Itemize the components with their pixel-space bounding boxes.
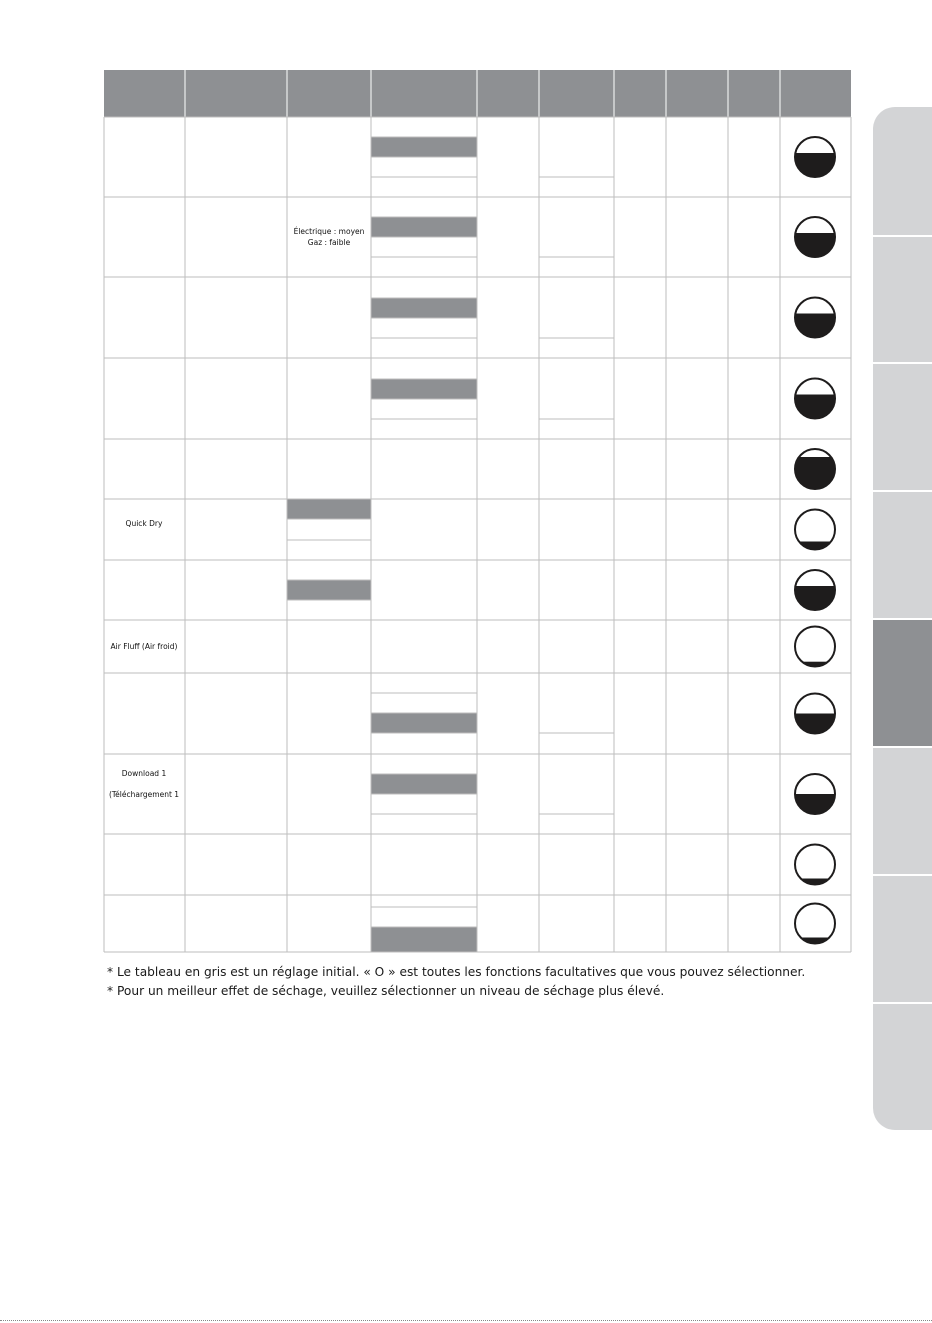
default-setting-cell <box>371 298 477 318</box>
footnote-default-settings: * Le tableau en gris est un réglage initial. « O » est toutes les fonctions facultatives que vous pouvez sélectionner. <box>107 965 806 979</box>
chapter-tab[interactable] <box>873 235 932 362</box>
default-setting-cell <box>371 217 477 237</box>
default-setting-cell <box>371 379 477 399</box>
row-label-download-line2: (Téléchargement 1 <box>108 790 180 799</box>
chapter-tab[interactable] <box>873 746 932 874</box>
chapter-tab[interactable] <box>873 1002 932 1130</box>
dryness-indicator-fill <box>795 714 835 734</box>
row-label-air-fluff: Air Fluff (Air froid) <box>110 642 178 651</box>
dryness-indicator-fill <box>795 395 835 419</box>
chapter-tab-active[interactable] <box>873 618 932 746</box>
default-setting-cell <box>371 927 477 952</box>
row-label-quick-dry: Quick Dry <box>125 519 163 528</box>
temperature-note-line2: Gaz : faible <box>307 238 351 247</box>
default-setting-cell <box>371 774 477 794</box>
chapter-tab[interactable] <box>873 107 932 235</box>
default-setting-cell <box>371 713 477 733</box>
default-setting-cell <box>371 137 477 157</box>
dryness-indicator-fill <box>795 794 835 814</box>
chapter-tab[interactable] <box>873 362 932 490</box>
default-setting-cell <box>287 580 371 600</box>
page-bottom-rule <box>0 1320 932 1321</box>
dryness-indicator-fill <box>795 314 835 338</box>
footnote-dryness-level: * Pour un meilleur effet de séchage, veuillez sélectionner un niveau de séchage plus élevé. <box>107 984 665 998</box>
temperature-note-line1: Électrique : moyen <box>293 227 365 236</box>
dryness-indicator-fill <box>795 233 835 257</box>
chapter-tab[interactable] <box>873 874 932 1002</box>
dryness-indicator-fill <box>795 586 835 610</box>
default-setting-cell <box>287 499 371 519</box>
dryness-indicator-fill <box>795 153 835 177</box>
row-label-download-line1: Download 1 <box>121 769 167 778</box>
chapter-tab[interactable] <box>873 490 932 618</box>
